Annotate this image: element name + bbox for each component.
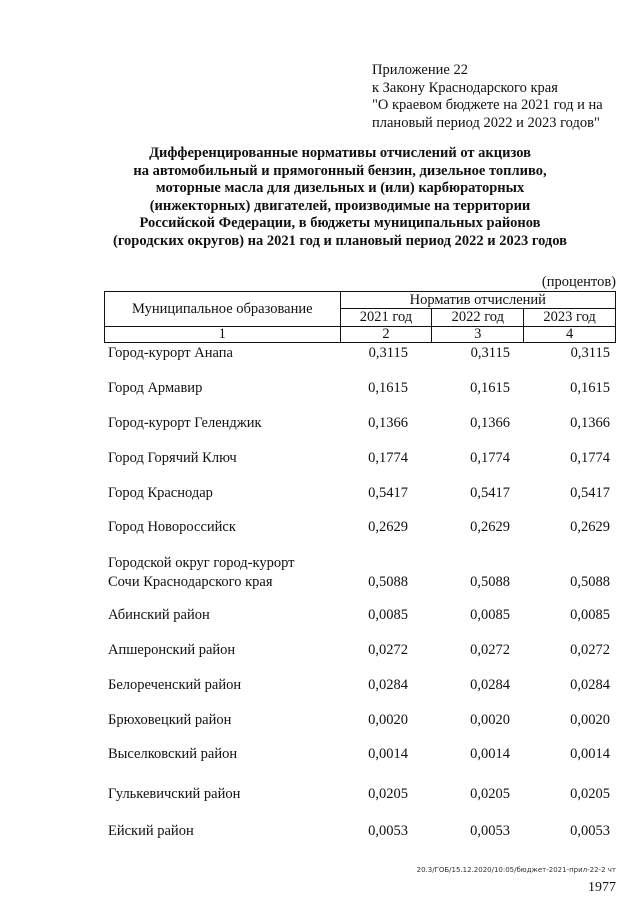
value-2023: 0,5417 xyxy=(570,485,610,501)
title-line: Российской Федерации, в бюджеты муниципальных районов xyxy=(139,215,541,231)
value-2022: 0,0014 xyxy=(470,746,510,762)
value-2023: 0,1615 xyxy=(570,380,610,396)
value-2023: 0,2629 xyxy=(570,519,610,535)
header-municipality: Муниципальное образование xyxy=(105,292,341,327)
value-2021: 0,1615 xyxy=(368,380,408,396)
value-2023: 0,1774 xyxy=(570,450,610,466)
value-2023: 0,0053 xyxy=(570,823,610,839)
annex-line: плановый период 2022 и 2023 годов" xyxy=(372,114,600,131)
value-2022: 0,2629 xyxy=(470,519,510,535)
municipality-name: Абинский район xyxy=(108,607,210,623)
value-2021: 0,0053 xyxy=(368,823,408,839)
value-2022: 0,5417 xyxy=(470,485,510,501)
value-2021: 0,0020 xyxy=(368,712,408,728)
municipality-name: Ейский район xyxy=(108,823,194,839)
units-label: (процентов) xyxy=(541,274,616,290)
municipality-name: Город-курорт Геленджик xyxy=(108,415,262,431)
value-2023: 0,0284 xyxy=(570,677,610,693)
value-2021: 0,1366 xyxy=(368,415,408,431)
value-2023: 0,0085 xyxy=(570,607,610,623)
value-2022: 0,1774 xyxy=(470,450,510,466)
value-2023: 0,3115 xyxy=(570,345,610,361)
table-header xyxy=(104,291,616,343)
value-2022: 0,0053 xyxy=(470,823,510,839)
value-2023: 0,0020 xyxy=(570,712,610,728)
header-col-num-2: 2 xyxy=(340,327,432,343)
annex-header xyxy=(372,62,603,132)
value-2023: 0,1366 xyxy=(570,415,610,431)
value-2023: 0,0014 xyxy=(570,746,610,762)
value-2022: 0,1615 xyxy=(470,380,510,396)
value-2023: 0,5088 xyxy=(570,574,610,590)
municipality-name: Город Новороссийск xyxy=(108,519,236,535)
municipality-name: Городской округ город-курорт Сочи Краснодарского края xyxy=(108,555,295,590)
value-2023: 0,0272 xyxy=(570,642,610,658)
annex-line: Приложение 22 xyxy=(372,62,468,78)
value-2021: 0,0205 xyxy=(368,786,408,802)
value-2022: 0,1366 xyxy=(470,415,510,431)
header-col-num-3: 3 xyxy=(432,327,524,343)
title-line: (городских округов) на 2021 год и плановый период 2022 и 2023 годов xyxy=(113,232,567,249)
value-2021: 0,5417 xyxy=(368,485,408,501)
title-line: (инжекторных) двигателей, производимые на территории xyxy=(149,197,531,214)
value-2021: 0,2629 xyxy=(368,519,408,535)
header-norm-group: Норматив отчислений xyxy=(340,292,615,309)
value-2021: 0,5088 xyxy=(368,574,408,590)
header-col-num-1: 1 xyxy=(105,327,341,343)
title-line: на автомобильный и прямогонный бензин, дизельное топливо, xyxy=(133,162,547,179)
header-year-2023: 2023 год xyxy=(524,309,616,327)
municipality-name: Выселковский район xyxy=(108,746,238,762)
value-2021: 0,3115 xyxy=(368,345,408,361)
value-2022: 0,0085 xyxy=(470,607,510,623)
annex-line: "О краевом бюджете на 2021 год и на xyxy=(372,97,603,113)
header-col-num-4: 4 xyxy=(524,327,616,343)
municipality-name: Белореченский район xyxy=(108,677,242,693)
municipality-name: Брюховецкий район xyxy=(108,712,232,728)
municipality-name: Гулькевичский район xyxy=(108,786,241,802)
annex-line: к Закону Краснодарского края xyxy=(372,79,558,96)
municipality-name: Город Горячий Ключ xyxy=(108,450,237,466)
value-2022: 0,0020 xyxy=(470,712,510,728)
value-2022: 0,3115 xyxy=(470,345,510,361)
value-2023: 0,0205 xyxy=(570,786,610,802)
title-line: моторные масла для дизельных и (или) карбюраторных xyxy=(155,180,525,196)
value-2021: 0,0085 xyxy=(368,607,408,623)
header-year-2021: 2021 год xyxy=(340,309,432,327)
value-2022: 0,0272 xyxy=(470,642,510,658)
title-line: Дифференцированные нормативы отчислений от акцизов xyxy=(149,145,531,161)
value-2022: 0,5088 xyxy=(470,574,510,590)
page-number: 1977 xyxy=(588,880,616,895)
header-year-2022: 2022 год xyxy=(432,309,524,327)
value-2022: 0,0205 xyxy=(470,786,510,802)
value-2021: 0,0284 xyxy=(368,677,408,693)
value-2021: 0,1774 xyxy=(368,450,408,466)
value-2021: 0,0272 xyxy=(368,642,408,658)
municipality-name: Апшеронский район xyxy=(108,642,236,658)
document-code: 20.3/ГОБ/15.12.2020/10:05/бюджет-2021-прил-22-2 чт xyxy=(416,866,616,874)
value-2021: 0,0014 xyxy=(368,746,408,762)
municipality-name: Город Краснодар xyxy=(108,485,213,501)
value-2022: 0,0284 xyxy=(470,677,510,693)
document-title xyxy=(60,145,620,250)
municipality-name: Город Армавир xyxy=(108,380,203,396)
municipality-name: Город-курорт Анапа xyxy=(108,345,233,361)
